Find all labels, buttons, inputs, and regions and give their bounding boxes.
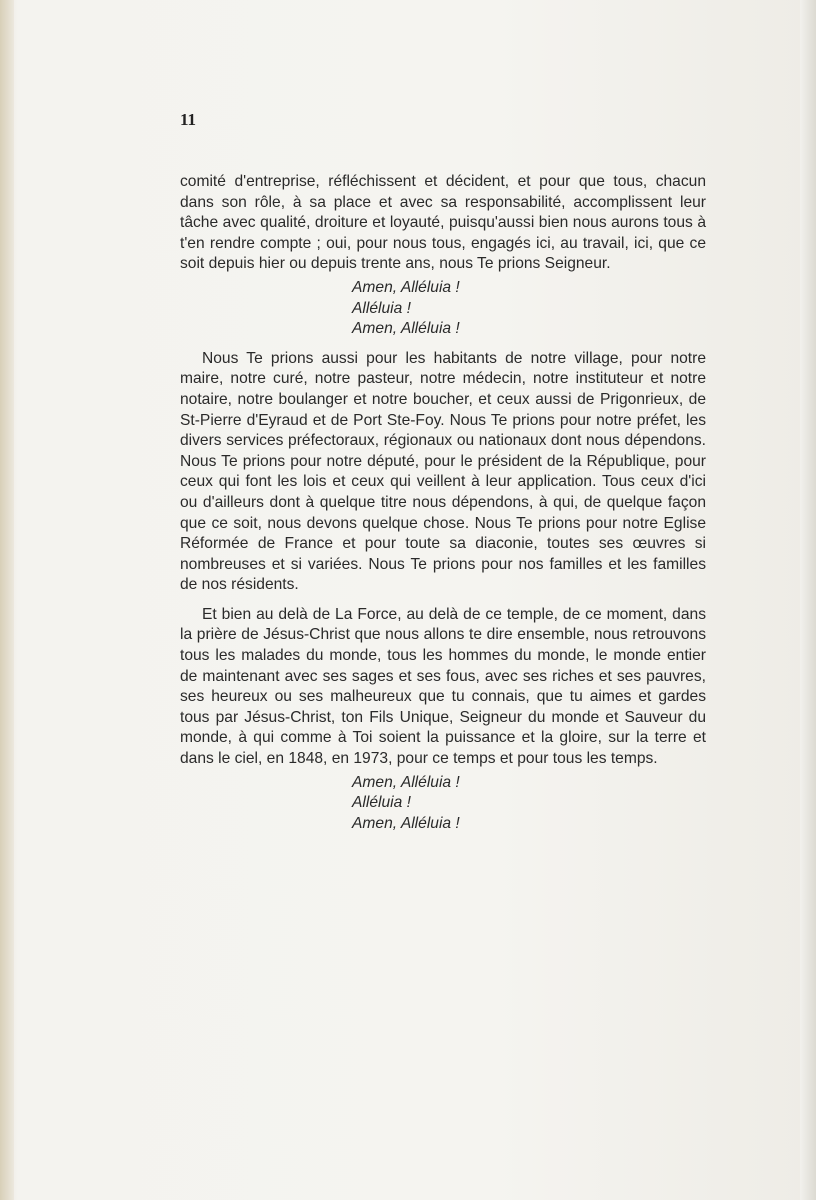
prayer-text — [180, 172, 706, 834]
paragraph-2: Nous Te prions aussi pour les habitants de notre village, pour notre maire, notre curé, notre pasteur, notre médecin, notre instituteur et notre notaire, notre boulanger et notre boucher, et ceux aussi de Prigonrieux, de St-Pierre d'Eyraud et de Port Ste-Foy. Nous Te prions pour notre préfet, les divers services préfectoraux, régionaux ou nationaux dont nous dépendons. Nous Te prions pour notre député, pour le président de la République, pour ceux qui font les lois et ceux qui veillent à leur application. Tous ceux d'ici ou d'ailleurs dont à quelque titre nous dépendons, à qui, de quelque façon que ce soit, nous devons quelque chose. Nous Te prions pour notre Eglise Réformée de France et pour toute sa diaconie, toutes ses œuvres si nombreuses et si variées. Nous Te prions pour nos familles et les familles de nos résidents. — [180, 349, 706, 594]
response-line: Amen, Alléluia ! — [352, 320, 460, 338]
response-line: Amen, Alléluia ! — [352, 773, 460, 791]
response-2 — [352, 773, 706, 835]
page-outer-edge — [800, 0, 816, 1200]
page-gutter-edge — [0, 0, 14, 1200]
response-line: Alléluia ! — [352, 794, 411, 812]
paragraph-3: Et bien au delà de La Force, au delà de ce temple, de ce moment, dans la prière de Jésus-Christ que nous allons te dire ensemble, nous retrouvons tous les malades du monde, tous les hommes du monde, le monde entier de maintenant avec ses sages et ses fous, avec ses riches et ses pauvres, ses heureux ou ses malheureux que tu connais, que tu aimes et gardes tous par Jésus-Christ, ton Fils Unique, Seigneur du monde et Sauveur du monde, à qui comme à Toi soient la puissance et la gloire, sur la terre et dans le ciel, en 1848, en 1973, pour ce temps et pour tous les temps. — [180, 605, 706, 768]
response-line: Amen, Alléluia ! — [352, 278, 460, 296]
paragraph-1: comité d'entreprise, réfléchissent et décident, et pour que tous, chacun dans son rôle, à sa place et avec sa responsabilité, accomplissent leur tâche avec qualité, droiture et loyauté, puisqu'aussi bien nous aurons tous à t'en rendre compte ; oui, pour nous tous, engagés ici, au travail, ici, que ce soit depuis hier ou depuis trente ans, nous Te prions Seigneur. — [180, 173, 706, 273]
response-line: Alléluia ! — [352, 299, 411, 317]
page-number: 11 — [180, 110, 197, 129]
response-line: Amen, Alléluia ! — [352, 814, 460, 832]
response-1 — [352, 278, 706, 340]
